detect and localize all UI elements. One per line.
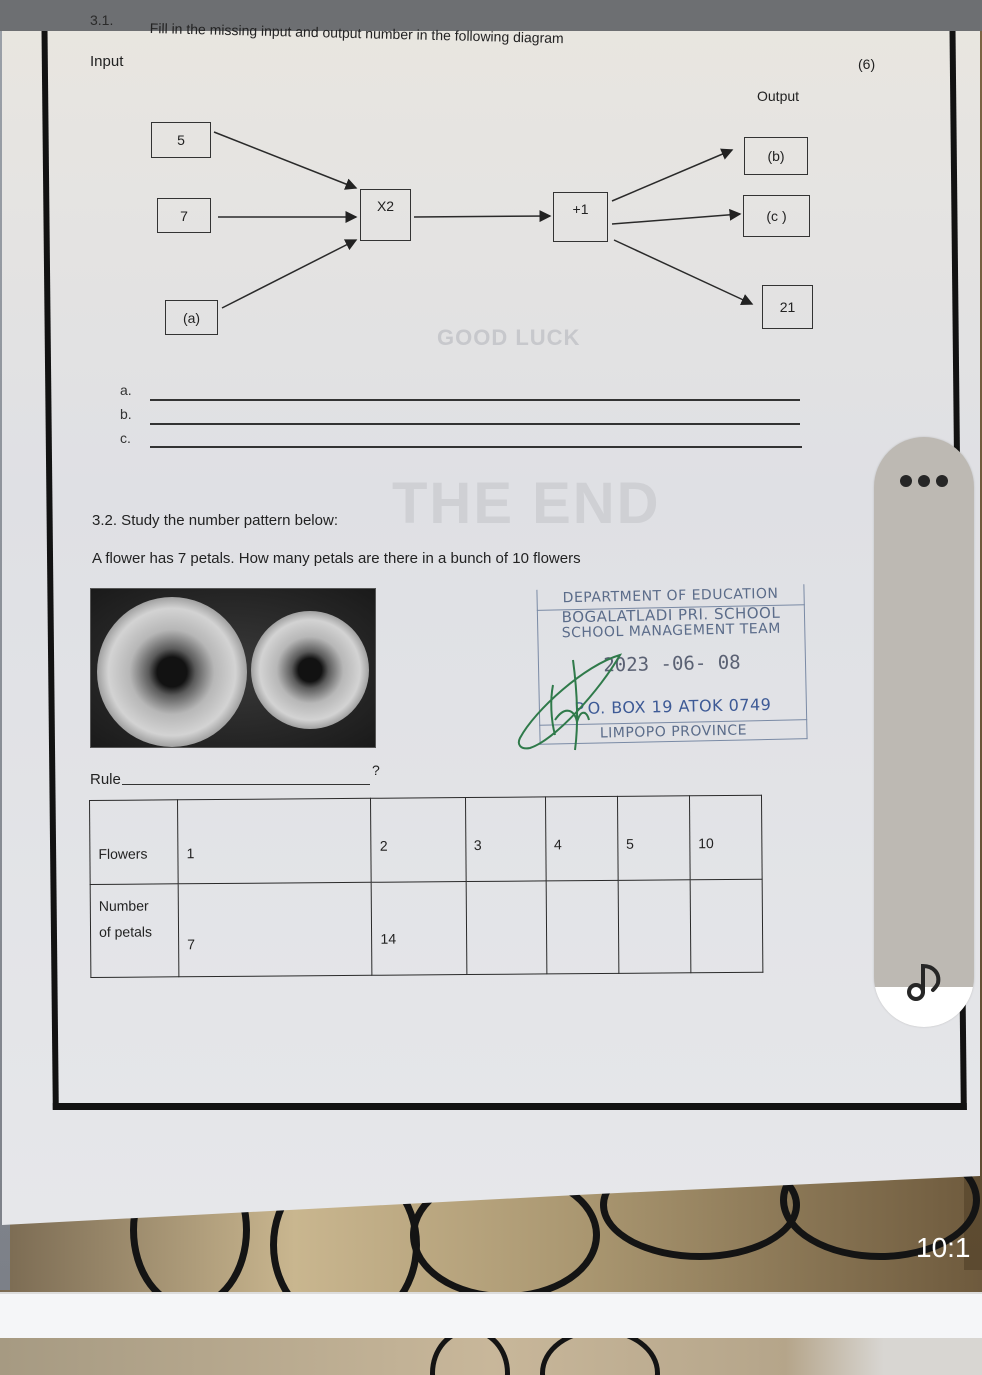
flower-question: A flower has 7 petals. How many petals are there in a bunch of 10 flowers — [92, 550, 581, 567]
floating-side-toolbar[interactable] — [874, 437, 974, 1027]
table-cell: 2 — [371, 798, 466, 883]
table-cell: 1 — [178, 798, 372, 884]
bottom-bar — [0, 1292, 982, 1338]
input-box-a: (a) — [165, 300, 218, 335]
answer-line-c[interactable] — [150, 446, 802, 448]
table-cell: 10 — [689, 795, 762, 880]
table-row-petals — [90, 880, 763, 978]
row-header-line: Number — [98, 898, 149, 915]
flower-image-right — [251, 611, 369, 729]
row-header-petals — [90, 884, 179, 977]
output-box-b: (b) — [744, 137, 808, 175]
answer-label-c: c. — [120, 430, 131, 446]
answer-label-a: a. — [120, 382, 132, 398]
section-heading-3-2: 3.2. Study the number pattern below: — [92, 512, 338, 529]
more-horizontal-icon[interactable] — [874, 475, 974, 487]
output-box-c: (c ) — [743, 195, 810, 237]
table-cell: 5 — [617, 796, 690, 881]
watermark-good-luck: GOOD LUCK — [437, 325, 581, 350]
signature-mark — [515, 650, 625, 755]
table-cell-empty[interactable] — [466, 881, 547, 974]
flower-image-left — [97, 597, 247, 747]
input-label: Input — [90, 53, 124, 70]
stamp-line-address: P.O. BOX 19 ATOK 0749 — [574, 694, 772, 719]
watermark-the-end: THE END — [392, 471, 661, 536]
answer-label-b: b. — [120, 406, 132, 422]
carpet-pattern — [540, 1338, 660, 1375]
table-cell[interactable]: 14 — [372, 882, 467, 975]
question-title: Fill in the missing input and output number in the following diagram — [149, 20, 564, 47]
operation-box-multiply-2: X2 — [360, 189, 411, 241]
question-number: 3.1. — [90, 12, 114, 28]
input-box-5: 5 — [151, 122, 211, 158]
top-overlay-shade — [0, 0, 982, 31]
stamp-line-smt: SCHOOL MANAGEMENT TEAM — [561, 620, 781, 642]
table-cell: 3 — [465, 797, 546, 882]
two-daisy-flowers-photo — [90, 588, 376, 748]
operation-box-plus-1: +1 — [553, 192, 608, 242]
input-box-7: 7 — [157, 198, 211, 233]
rule-label: Rule — [90, 771, 121, 788]
row-header-flowers: Flowers — [90, 800, 179, 885]
output-label: Output — [757, 88, 800, 104]
stamp-line-province: LIMPOPO PROVINCE — [599, 722, 748, 742]
table-cell[interactable]: 7 — [178, 883, 372, 977]
answer-line-a[interactable] — [150, 399, 800, 401]
marks-label: (6) — [858, 56, 876, 72]
table-cell-empty[interactable] — [690, 880, 763, 973]
table-row-flowers — [90, 795, 763, 885]
dot — [936, 475, 948, 487]
rule-answer-line[interactable] — [122, 784, 370, 785]
music-note-icon[interactable] — [905, 959, 945, 1003]
stamp-date: 2023 -06- 08 — [603, 651, 741, 677]
stamp-line-department: DEPARTMENT OF EDUCATION — [562, 585, 779, 607]
table-cell-empty[interactable] — [546, 881, 619, 974]
carpet-pattern — [430, 1338, 510, 1375]
answer-line-b[interactable] — [150, 423, 800, 425]
table-cell-empty[interactable] — [618, 880, 691, 973]
table-cell: 4 — [545, 796, 618, 881]
stamp-line-school: BOGALATLADI PRI. SCHOOL — [561, 603, 781, 627]
row-header-line: of petals — [98, 923, 153, 941]
dot — [918, 475, 930, 487]
rule-question-mark: ? — [372, 762, 380, 778]
next-photo-preview[interactable] — [0, 1338, 982, 1375]
output-box-21: 21 — [762, 285, 813, 329]
flower-pattern-table — [89, 795, 763, 978]
time-overlay: 10:1 — [916, 1232, 971, 1263]
dot — [900, 475, 912, 487]
